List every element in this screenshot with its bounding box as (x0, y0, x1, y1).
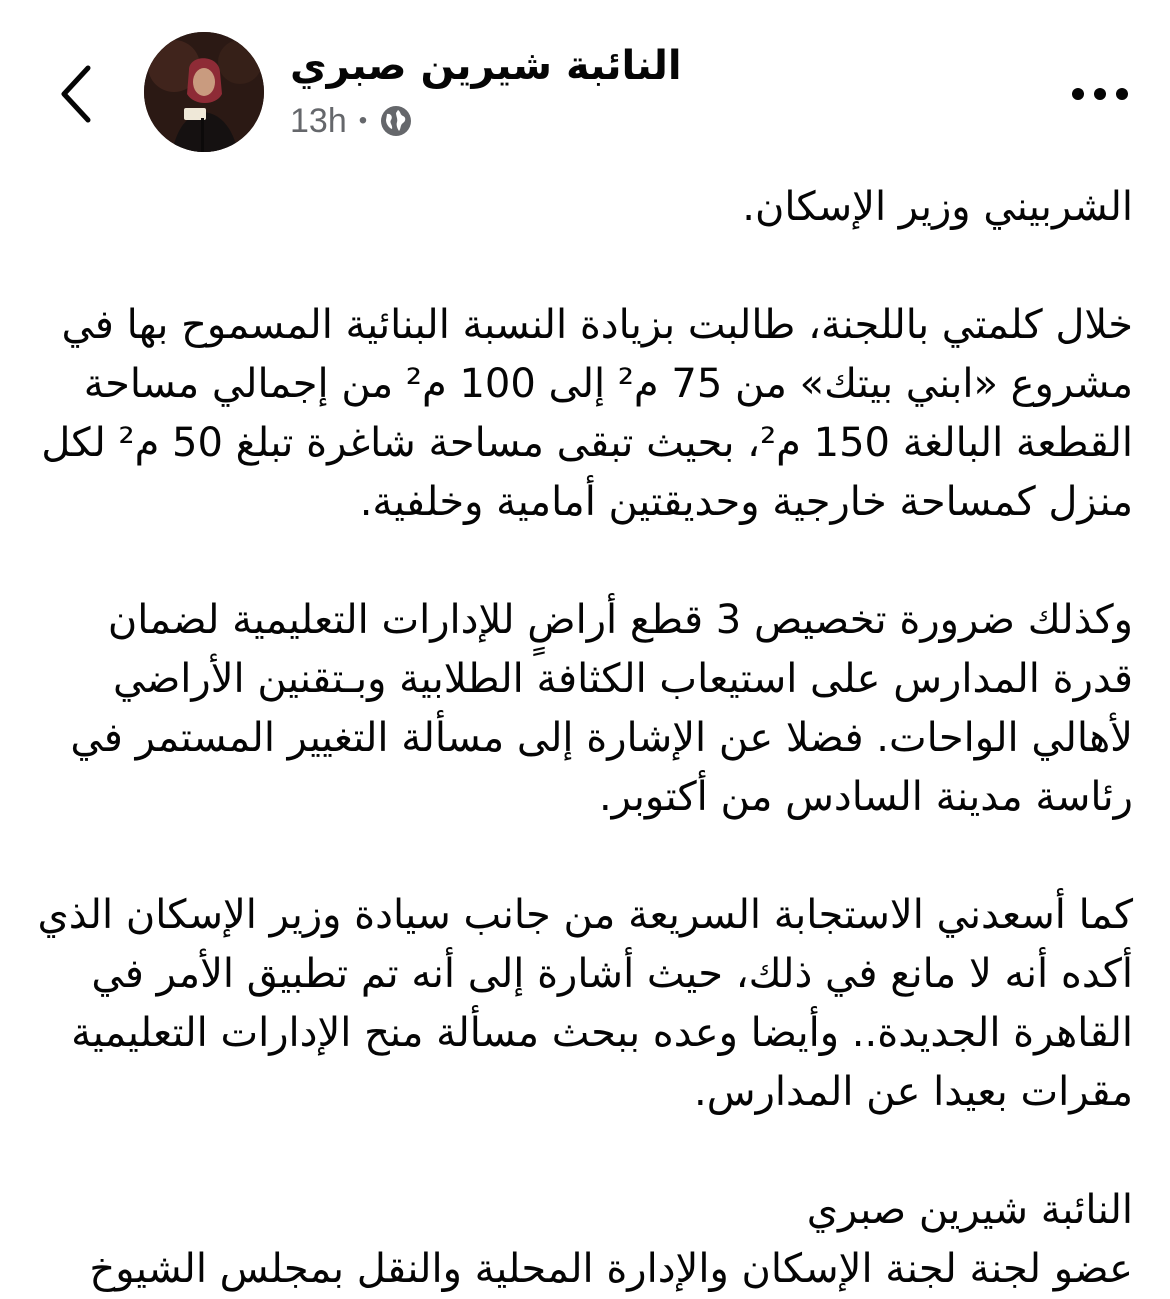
back-button[interactable] (40, 52, 112, 136)
post-meta (290, 96, 413, 146)
more-dots-icon (1070, 87, 1130, 101)
post-header (0, 0, 1170, 180)
more-options-button[interactable] (1060, 74, 1140, 114)
author-name[interactable]: النائبة شيرين صبري (290, 43, 682, 89)
post-body (30, 178, 1133, 1299)
chevron-left-icon (56, 62, 96, 126)
post-paragraph: خلال كلمتي باللجنة، طالبت بزيادة النسبة البنائية المسموح بها في مشروع «ابني بيتك» من 75 م² إلى 100 م² من إجمالي مساحة القطعة البالغة 150 م²، بحيث تبقى مساحة شاغرة تبلغ 50 م² لكل منزل كمساحة خارجية وحديقتين أمامية وخلفية. (41, 302, 1133, 525)
avatar[interactable] (144, 32, 264, 152)
globe-icon (379, 104, 413, 138)
meta-separator: • (358, 107, 368, 134)
post-paragraph: وكذلك ضرورة تخصيص 3 قطع أراضٍ للإدارات التعليمية لضمان قدرة المدارس على استيعاب الكثافة الطلابية وبـتقنين الأراضي لأهالي الواحات. فضلا عن الإشارة إلى مسألة التغيير المستمر في رئاسة مدينة السادس من أكتوبر. (70, 597, 1133, 820)
post-paragraph: الشربيني وزير الإسكان. (742, 184, 1133, 230)
signature-role: عضو لجنة لجنة الإسكان والإدارة المحلية والنقل بمجلس الشيوخ (89, 1246, 1133, 1292)
timestamp[interactable]: 13h (290, 102, 347, 140)
author-photo (144, 32, 264, 152)
signature-name: النائبة شيرين صبري (806, 1187, 1133, 1233)
post-paragraph: كما أسعدني الاستجابة السريعة من جانب سيادة وزير الإسكان الذي أكده أنه لا مانع في ذلك، حيث أشارة إلى أنه تم تطبيق الأمر في القاهرة الجديدة.. وأيضا وعده ببحث مسألة منح الإدارات التعليمية مقرات بعيدا عن المدارس. (37, 892, 1133, 1115)
